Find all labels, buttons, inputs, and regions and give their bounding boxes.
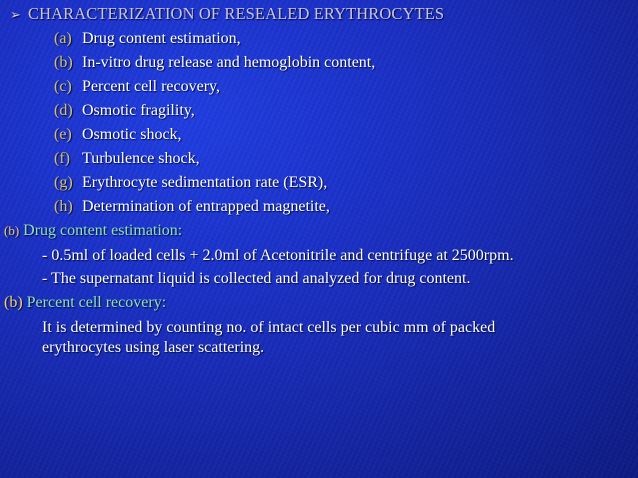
list-item xyxy=(54,150,200,168)
list-item xyxy=(54,102,195,120)
body-line: - The supernatant liquid is collected and analyzed for drug content. xyxy=(42,270,471,287)
list-item-marker: (c) xyxy=(54,78,72,95)
list-item xyxy=(54,54,375,72)
section-heading-cell-recovery xyxy=(4,294,166,312)
list-item-text: In-vitro drug release and hemoglobin content, xyxy=(82,54,376,71)
list-item-text: Osmotic fragility, xyxy=(82,102,195,119)
list-item-text: Determination of entrapped magnetite, xyxy=(82,198,330,215)
body-line: It is determined by counting no. of intact cells per cubic mm of packed xyxy=(42,319,496,336)
list-item-text: Erythrocyte sedimentation rate (ESR), xyxy=(82,174,328,191)
arrow-bullet-icon: ➢ xyxy=(10,8,21,23)
list-item xyxy=(54,126,182,144)
section-marker: (b) xyxy=(4,223,20,238)
list-item-marker: (g) xyxy=(54,174,73,191)
list-item-marker: (b) xyxy=(54,54,73,71)
list-item-marker: (h) xyxy=(54,198,73,215)
body-line: erythrocytes using laser scattering. xyxy=(42,339,265,356)
section-heading-drug-content xyxy=(4,222,182,240)
section-marker: (b) xyxy=(4,294,23,311)
list-item-marker: (e) xyxy=(54,126,72,143)
list-item-text: Drug content estimation, xyxy=(82,30,241,47)
list-item-text: Osmotic shock, xyxy=(82,126,182,143)
section-title: Drug content estimation: xyxy=(23,222,183,239)
heading-text: CHARACTERIZATION OF RESEALED ERYTHROCYTES xyxy=(28,4,445,23)
list-item xyxy=(54,78,220,96)
body-line: - 0.5ml of loaded cells + 2.0ml of Acetonitrile and centrifuge at 2500rpm. xyxy=(42,247,514,264)
list-item xyxy=(54,198,330,216)
slide-heading xyxy=(10,4,444,24)
list-item-text: Percent cell recovery, xyxy=(82,78,220,95)
list-item xyxy=(54,174,327,192)
list-item-marker: (d) xyxy=(54,102,73,119)
list-item-marker: (f) xyxy=(54,150,70,167)
list-item-marker: (a) xyxy=(54,30,72,47)
section-title: Percent cell recovery: xyxy=(26,294,167,311)
list-item xyxy=(54,30,241,48)
list-item-text: Turbulence shock, xyxy=(82,150,200,167)
